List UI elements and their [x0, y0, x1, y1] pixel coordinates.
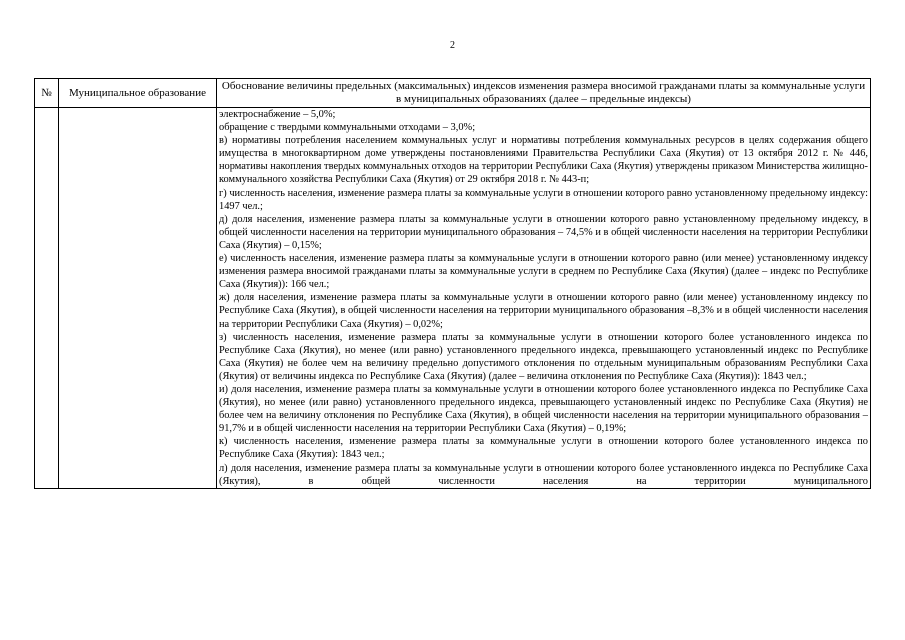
page-number: 2 — [450, 40, 455, 51]
paragraph-k-population: к) численность населения, изменение размера платы за коммунальные услуги в отношении которого более установленного индекса по Республике Саха (Якутия): 1843 чел.; — [219, 436, 868, 461]
justification-table — [34, 78, 871, 489]
paragraph-v-norms: в) нормативы потребления населением коммунальных услуг и нормативы потребления коммунальных ресурсов в целях содержания общего имущества в многоквартирном доме утверждены постановлениями Правительства Республики Саха (Якутия) от 13 октября 2012 г. № 446, нормативы накопления твердых коммунальных отходов на территории Республики Саха (Якутия) утверждены приказом Министерства жилищно-коммунального хозяйства Республики Саха (Якутия) от 29 октября 2018 г. № 443-п; — [219, 135, 868, 186]
paragraph-e-population: е) численность населения, изменение размера платы за коммунальные услуги в отношении которого равно (или менее) установленному индексу изменения размера вносимой гражданами платы за коммунальные услуги в среднем по Республике Саха (Якутия) (далее – индекс по Республике Саха (Якутия)): 166 чел.; — [219, 253, 868, 291]
paragraph-z-population: з) численность населения, изменение размера платы за коммунальные услуги в отношении которого более установленного индекса по Республике Саха (Якутия), но менее (или равно) установленного предельного индекса, превышающего установленный индекс по Республике Саха (Якутия) не более чем на величину предельно допустимого отклонения по отдельным муниципальным образованиям Республики Саха (Якутия) от величины индекса по Республике Саха (Якутия) (далее – величина отклонения по Республике Саха (Якутия)): 1843 чел.; — [219, 331, 868, 382]
header-row — [35, 79, 871, 108]
header-municipality: Муниципальное образование — [59, 79, 217, 108]
paragraph-waste: обращение с твердыми коммунальными отходами – 3,0%; — [219, 122, 476, 134]
paragraph-i-share: и) доля населения, изменение размера платы за коммунальные услуги в отношении которого более установленного индекса по Республике Саха (Якутия), но менее (или равно) установленного предельного индекса, превышающего установленный индекс по Республике Саха (Якутия) не более чем на величину отклонения по Республике Саха (Якутия), в общей численности населения на территории муниципального образования – 91,7% и в общей численности населения на территории Республики Саха (Якутия) – 0,19%; — [219, 383, 868, 435]
paragraph-electricity: электроснабжение – 5,0%; — [219, 109, 336, 120]
row-justification-cell — [217, 108, 871, 489]
paragraph-zh-share: ж) доля населения, изменение размера платы за коммунальные услуги в отношении которого равно (или менее) установленному индексу по Республике Саха (Якутия), в общей численности населения на территории муниципального образования –8,3% и в общей численности населения на территории Республики Саха (Якутия) – 0,02%; — [219, 292, 868, 330]
table-header — [35, 79, 871, 108]
row-number-cell — [35, 108, 59, 489]
table-row — [35, 108, 871, 489]
paragraph-l-share: л) доля населения, изменение размера платы за коммунальные услуги в отношении которого более установленного индекса по Республике Саха (Якутия), в общей численности населения на территории муниципального — [219, 462, 868, 487]
paragraph-g-population: г) численность населения, изменение размера платы за коммунальные услуги в отношении которого равно установленному предельному индексу: 1497 чел.; — [219, 187, 868, 212]
header-number: № — [35, 79, 59, 108]
header-justification: Обоснование величины предельных (максимальных) индексов изменения размера вносимой гражданами платы за коммунальные услуги в муниципальных образованиях (далее – предельные индексы) — [217, 79, 871, 108]
row-municipality-cell — [59, 108, 217, 489]
paragraph-d-share: д) доля населения, изменение размера платы за коммунальные услуги в отношении которого равно установленному предельному индексу, в общей численности населения на территории муниципального образования – 74,5% и в общей численности населения на территории Республики Саха (Якутия) – 0,15%; — [219, 213, 868, 251]
